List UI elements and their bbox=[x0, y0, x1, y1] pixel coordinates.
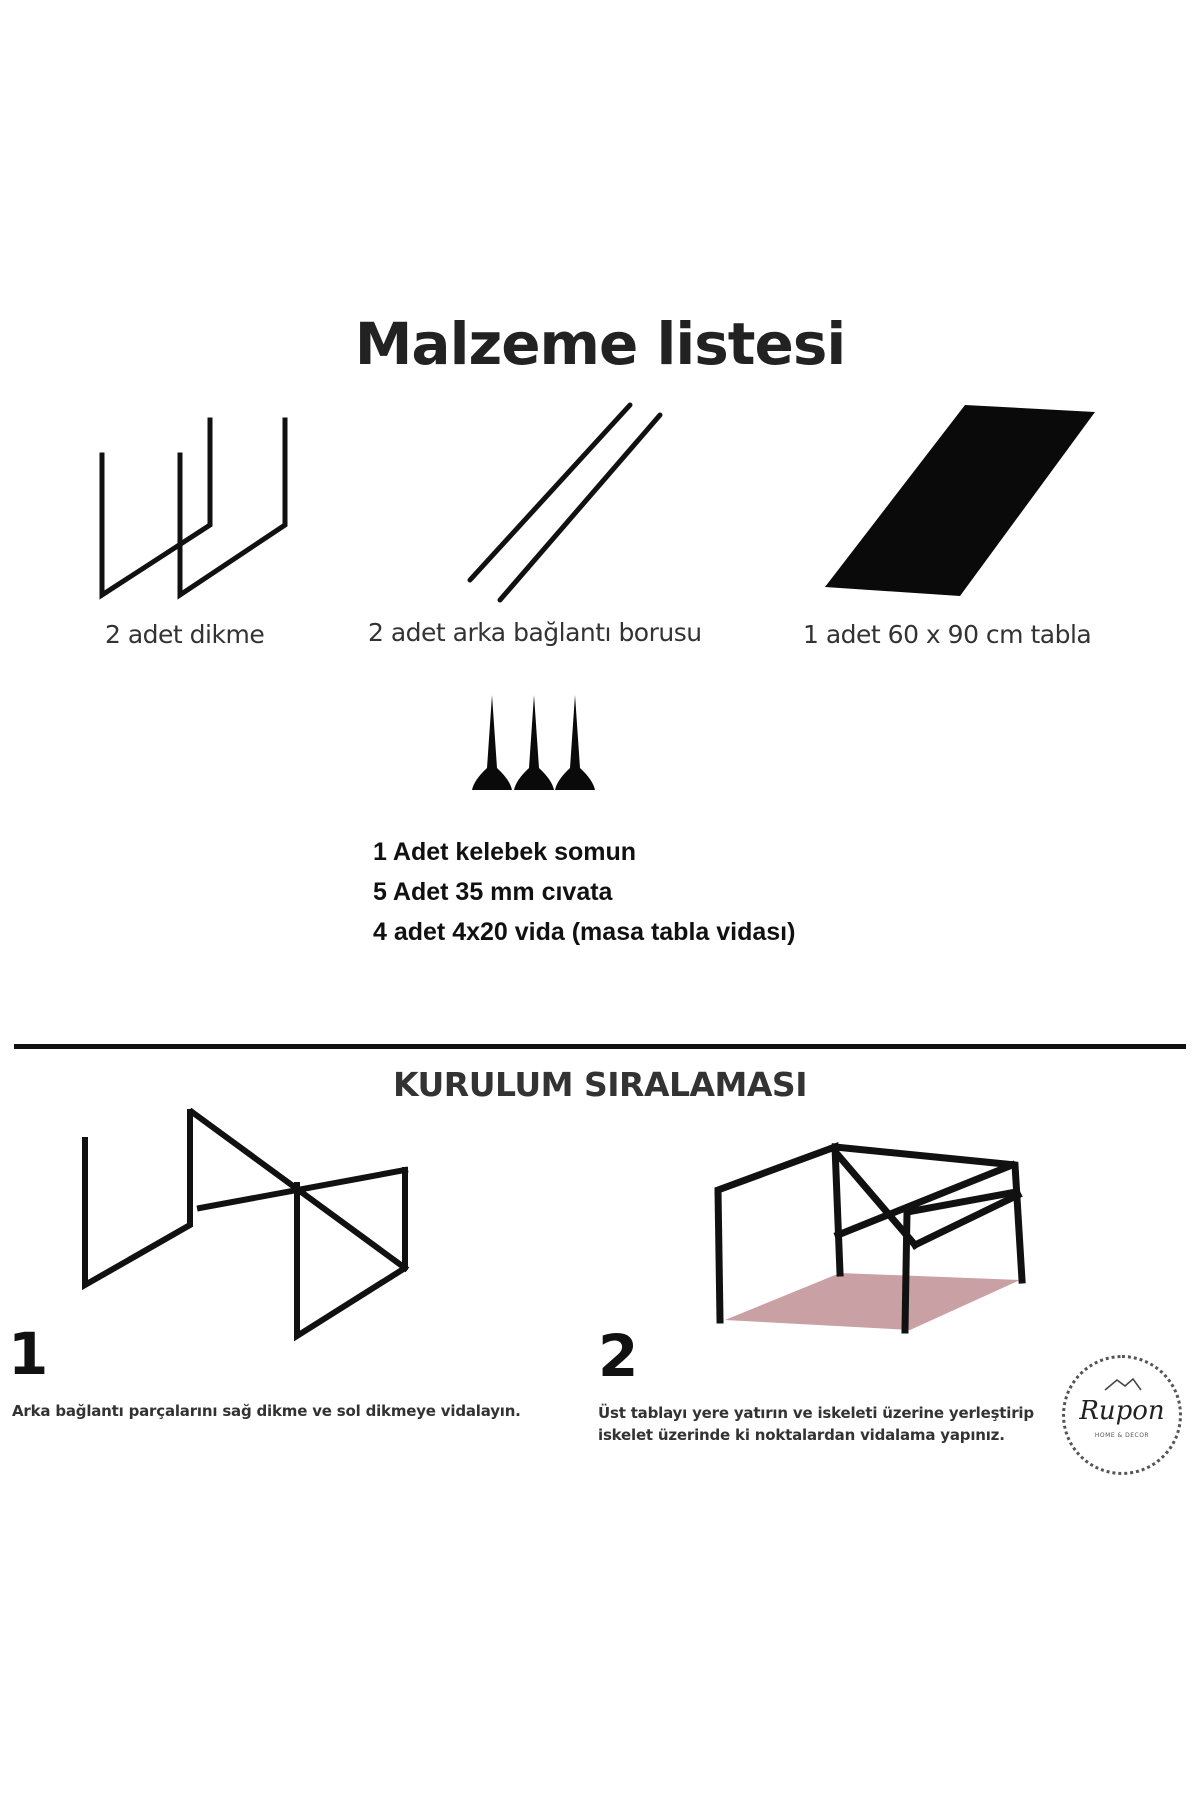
tabletop-illustration bbox=[820, 400, 1100, 610]
hardware-item-bolts: 5 Adet 35 mm cıvata bbox=[373, 878, 613, 906]
step-1-number: 1 bbox=[8, 1320, 49, 1388]
section-divider bbox=[14, 1044, 1186, 1049]
hardware-item-screws: 4 adet 4x20 vida (masa tabla vidası) bbox=[373, 918, 796, 946]
step-2-illustration bbox=[700, 1130, 1060, 1360]
tabletop-label: 1 adet 60 x 90 cm tabla bbox=[803, 620, 1092, 649]
brand-logo bbox=[1062, 1355, 1182, 1475]
brand-logo-mark bbox=[1103, 1376, 1143, 1392]
step-2-number: 2 bbox=[598, 1322, 639, 1390]
hardware-item-wing-nut: 1 Adet kelebek somun bbox=[373, 838, 637, 866]
brand-tagline: HOME & DECOR bbox=[1094, 1432, 1150, 1439]
step-2-description: Üst tablayı yere yatırın ve iskeleti üzerine yerleştirip iskelet üzerinde ki noktalardan vidalama yapınız. bbox=[598, 1404, 1034, 1444]
uprights-label: 2 adet dikme bbox=[105, 620, 265, 649]
back-tubes-label: 2 adet arka bağlantı borusu bbox=[368, 618, 702, 647]
uprights-illustration bbox=[90, 415, 300, 605]
assembly-title: KURULUM SIRALAMASI bbox=[393, 1065, 807, 1104]
materials-title: Malzeme listesi bbox=[354, 310, 846, 378]
step-1-illustration bbox=[70, 1100, 430, 1350]
brand-name: Rupon bbox=[1079, 1396, 1165, 1426]
bolts-illustration bbox=[472, 690, 602, 800]
step-1-description: Arka bağlantı parçalarını sağ dikme ve sol dikmeye vidalayın. bbox=[12, 1402, 521, 1420]
back-tubes-illustration bbox=[460, 400, 680, 610]
